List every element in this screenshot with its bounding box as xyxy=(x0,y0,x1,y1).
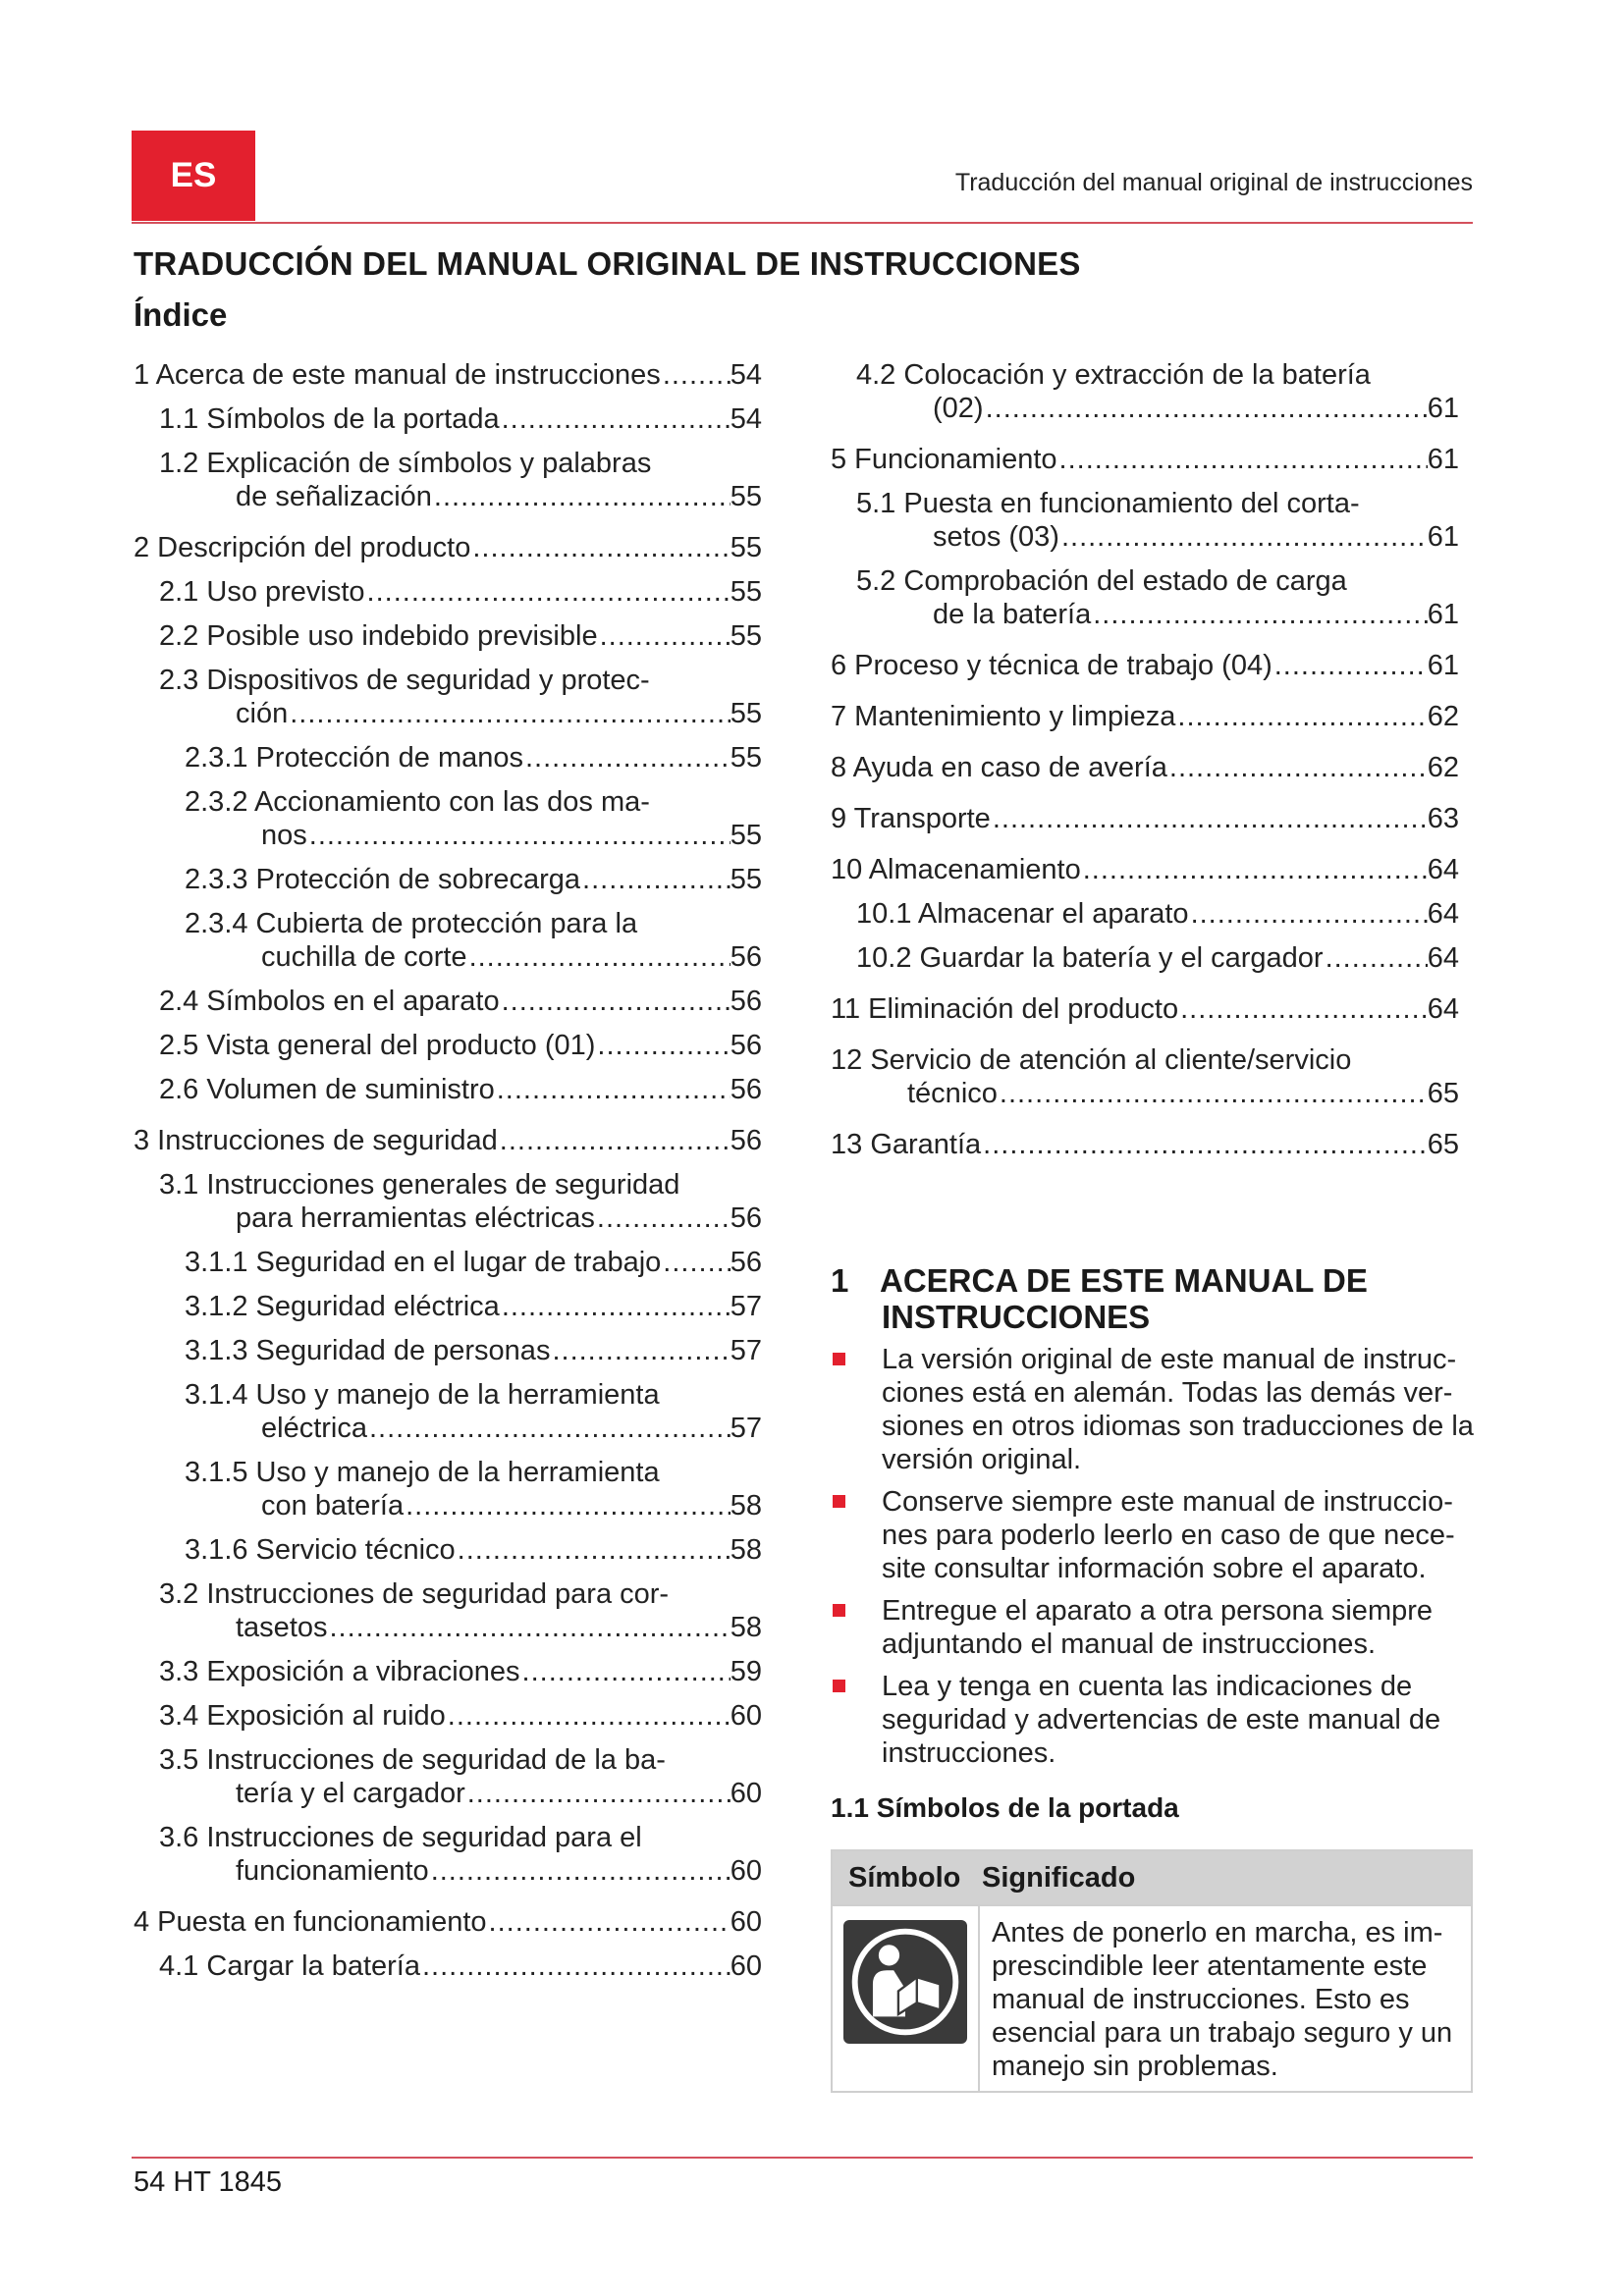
toc-dot-leader xyxy=(456,1533,731,1567)
column-header-symbol: Símbolo xyxy=(848,1861,961,1894)
toc-page-number: 55 xyxy=(730,620,762,652)
toc-dot-leader xyxy=(984,392,1428,425)
toc-page-number: 56 xyxy=(730,941,762,973)
toc-entry-label: setos (03) xyxy=(933,521,1059,553)
toc-entry-label: de señalización xyxy=(236,481,432,512)
toc-entry xyxy=(185,741,762,774)
toc-page-number: 55 xyxy=(730,864,762,895)
toc-entry xyxy=(831,649,1459,682)
toc-entry xyxy=(831,443,1459,476)
toc-page-number: 58 xyxy=(730,1490,762,1522)
toc-dot-leader xyxy=(661,358,731,392)
meaning-cell: Antes de ponerlo en marcha, es im-prescindible leer atentamente este manual de instrucciones. Esto es esencial para un trabajo seguro y un manejo sin problemas. xyxy=(992,1917,1453,2082)
language-tab: ES xyxy=(132,131,255,221)
toc-entry-label: 2.6 Volumen de suministro xyxy=(159,1074,495,1105)
toc-entry-label: 3.3 Exposición a vibraciones xyxy=(159,1656,520,1687)
toc-entry xyxy=(831,751,1459,784)
toc-entry-label: 3 Instrucciones de seguridad xyxy=(134,1125,498,1156)
toc-entry-label: 2.4 Símbolos en el aparato xyxy=(159,986,500,1017)
toc-page-number: 55 xyxy=(730,481,762,512)
document-title: TRADUCCIÓN DEL MANUAL ORIGINAL DE INSTRUCCIONES xyxy=(134,245,1081,282)
toc-page-number: 57 xyxy=(730,1413,762,1444)
toc-page-number: 56 xyxy=(730,1202,762,1234)
toc-entry-label: 2.3.2 Accionamiento con las dos ma- xyxy=(185,786,650,818)
toc-dot-leader xyxy=(487,1905,731,1939)
toc-entry xyxy=(159,1029,762,1062)
toc-entry xyxy=(856,941,1459,975)
toc-entry-label: 3.6 Instrucciones de seguridad para el xyxy=(159,1822,642,1853)
toc-page-number: 60 xyxy=(730,1950,762,1982)
toc-page-number: 54 xyxy=(730,359,762,391)
toc-entry-label: 11 Eliminación del producto xyxy=(831,993,1179,1025)
bullet-text: La versión original de este manual de instruc-ciones está en alemán. Todas las demás ver-siones en otros idiomas son traducciones de la versión original. xyxy=(882,1344,1474,1475)
toc-entry-label: 2.3.1 Protección de manos xyxy=(185,742,523,774)
toc-page-number: 56 xyxy=(730,1247,762,1278)
toc-entry xyxy=(185,907,762,974)
toc-page-number: 61 xyxy=(1427,444,1459,475)
toc-page-number: 56 xyxy=(730,986,762,1017)
toc-page-number: 60 xyxy=(730,1855,762,1887)
toc-dot-leader xyxy=(598,619,731,653)
toc-entry-label: 3.1.1 Seguridad en el lugar de trabajo xyxy=(185,1247,662,1278)
toc-entry xyxy=(831,802,1459,835)
toc-entry xyxy=(134,1124,762,1157)
footer-divider xyxy=(132,2157,1473,2159)
toc-entry-label: 1 Acerca de este manual de instrucciones xyxy=(134,359,661,391)
index-heading: Índice xyxy=(134,296,228,333)
toc-entry xyxy=(831,992,1459,1026)
toc-page-number: 55 xyxy=(730,698,762,729)
toc-entry-continuation xyxy=(933,520,1459,554)
toc-entry xyxy=(159,1743,762,1810)
toc-entry-label: tería y el cargador xyxy=(236,1778,465,1809)
toc-dot-leader xyxy=(1175,700,1427,733)
header-divider xyxy=(132,222,1473,224)
symbol-cell xyxy=(833,1906,980,2091)
toc-entry xyxy=(185,863,762,896)
toc-page-number: 55 xyxy=(730,532,762,563)
toc-entry xyxy=(159,575,762,609)
toc-entry xyxy=(159,664,762,730)
toc-entry-label: de la batería xyxy=(933,599,1092,630)
toc-dot-leader xyxy=(420,1949,731,1983)
toc-entry xyxy=(856,564,1459,631)
toc-entry-continuation xyxy=(933,392,1459,425)
toc-page-number: 55 xyxy=(730,576,762,608)
toc-dot-leader xyxy=(498,1124,731,1157)
toc-entry-continuation xyxy=(933,598,1459,631)
toc-page-number: 61 xyxy=(1427,521,1459,553)
toc-right-column xyxy=(831,358,1459,1161)
toc-entry-continuation xyxy=(261,819,762,852)
section-1-heading xyxy=(831,1262,1479,1335)
toc-entry-continuation xyxy=(236,480,762,513)
toc-dot-leader xyxy=(595,1029,730,1062)
toc-dot-leader xyxy=(495,1073,731,1106)
toc-page-number: 65 xyxy=(1427,1078,1459,1109)
toc-dot-leader xyxy=(404,1489,731,1522)
header-title: Traducción del manual original de instrucciones xyxy=(954,169,1473,196)
list-item xyxy=(831,1594,1479,1661)
toc-page-number: 57 xyxy=(730,1335,762,1366)
toc-entry-label: 3.1.2 Seguridad eléctrica xyxy=(185,1291,500,1322)
toc-dot-leader xyxy=(1057,443,1428,476)
toc-entry xyxy=(185,785,762,852)
list-item xyxy=(831,1485,1479,1585)
toc-entry-label: 5 Funcionamiento xyxy=(831,444,1057,475)
toc-dot-leader xyxy=(467,940,731,974)
toc-entry-label: 10.2 Guardar la batería y el cargador xyxy=(856,942,1324,974)
column-header-meaning: Significado xyxy=(982,1861,1136,1894)
toc-page-number: 64 xyxy=(1427,898,1459,930)
toc-entry-label: eléctrica xyxy=(261,1413,367,1444)
toc-dot-leader xyxy=(1091,598,1428,631)
bullet-square-icon xyxy=(833,1495,845,1508)
toc-page-number: 54 xyxy=(730,403,762,435)
toc-entry-label: 4 Puesta en funcionamiento xyxy=(134,1906,487,1938)
toc-left-column xyxy=(134,358,762,1983)
toc-entry-label: 2.3 Dispositivos de seguridad y protec- xyxy=(159,665,650,696)
toc-entry xyxy=(134,358,762,392)
toc-page-number: 61 xyxy=(1427,599,1459,630)
section-1-title-line1: ACERCA DE ESTE MANUAL DE xyxy=(880,1262,1368,1299)
toc-dot-leader xyxy=(288,697,731,730)
toc-dot-leader xyxy=(432,480,731,513)
toc-page-number: 60 xyxy=(730,1778,762,1809)
toc-entry-label: 2.2 Posible uso indebido previsible xyxy=(159,620,598,652)
table-row xyxy=(833,1904,1471,2091)
list-item xyxy=(831,1343,1479,1476)
toc-entry-label: 3.2 Instrucciones de seguridad para cor- xyxy=(159,1578,670,1610)
toc-entry-label: para herramientas eléctricas xyxy=(236,1202,595,1234)
toc-entry-label: 9 Transporte xyxy=(831,803,991,834)
toc-entry-continuation xyxy=(236,1777,762,1810)
toc-entry xyxy=(159,1949,762,1983)
toc-page-number: 61 xyxy=(1427,650,1459,681)
bullet-square-icon xyxy=(833,1680,845,1692)
toc-dot-leader xyxy=(1178,992,1428,1026)
toc-dot-leader xyxy=(1167,751,1428,784)
toc-dot-leader xyxy=(1272,649,1428,682)
toc-entry xyxy=(159,447,762,513)
toc-entry-label: 2 Descripción del producto xyxy=(134,532,471,563)
toc-dot-leader xyxy=(328,1611,731,1644)
toc-page-number: 57 xyxy=(730,1291,762,1322)
toc-page-number: 58 xyxy=(730,1534,762,1566)
toc-page-number: 56 xyxy=(730,1074,762,1105)
bullet-text: Entregue el aparato a otra persona siempre adjuntando el manual de instrucciones. xyxy=(882,1595,1434,1660)
table-header-row xyxy=(833,1851,1471,1904)
toc-entry xyxy=(831,853,1459,886)
toc-entry-label: 3.4 Exposición al ruido xyxy=(159,1700,446,1732)
section-1-number: 1 xyxy=(831,1262,849,1299)
toc-page-number: 59 xyxy=(730,1656,762,1687)
toc-entry-label: 3.1.4 Uso y manejo de la herramienta xyxy=(185,1379,660,1411)
toc-entry-label: nos xyxy=(261,820,307,851)
toc-dot-leader xyxy=(307,819,731,852)
toc-entry-label: 6 Proceso y técnica de trabajo (04) xyxy=(831,650,1272,681)
toc-dot-leader xyxy=(1059,520,1428,554)
toc-entry-label: 3.1.5 Uso y manejo de la herramienta xyxy=(185,1457,660,1488)
toc-entry-label: ción xyxy=(236,698,289,729)
toc-entry-label: cuchilla de corte xyxy=(261,941,467,973)
toc-entry-continuation xyxy=(236,1611,762,1644)
toc-entry-continuation xyxy=(236,1854,762,1888)
toc-page-number: 61 xyxy=(1427,393,1459,424)
toc-dot-leader xyxy=(550,1334,730,1367)
bullet-square-icon xyxy=(833,1353,845,1365)
toc-entry xyxy=(185,1378,762,1445)
toc-page-number: 58 xyxy=(730,1612,762,1643)
page-footer: 54 HT 1845 xyxy=(134,2166,283,2198)
symbols-table xyxy=(831,1849,1473,2093)
toc-page-number: 60 xyxy=(730,1700,762,1732)
toc-entry-label: 3.1 Instrucciones generales de seguridad xyxy=(159,1169,680,1201)
toc-entry xyxy=(856,897,1459,931)
list-item xyxy=(831,1670,1479,1770)
toc-entry xyxy=(159,1699,762,1733)
toc-entry-label: técnico xyxy=(907,1078,998,1109)
toc-entry-label: 5.1 Puesta en funcionamiento del corta- xyxy=(856,488,1360,519)
toc-dot-leader xyxy=(470,531,730,564)
toc-entry xyxy=(159,1821,762,1888)
toc-entry xyxy=(159,619,762,653)
toc-entry-continuation xyxy=(236,1201,762,1235)
toc-dot-leader xyxy=(981,1128,1428,1161)
toc-entry-label: 7 Mantenimiento y limpieza xyxy=(831,701,1176,732)
toc-entry xyxy=(856,358,1459,425)
toc-entry xyxy=(159,1168,762,1235)
toc-dot-leader xyxy=(1189,897,1428,931)
toc-dot-leader xyxy=(429,1854,731,1888)
toc-dot-leader xyxy=(1081,853,1428,886)
toc-dot-leader xyxy=(580,863,731,896)
toc-entry-label: 10.1 Almacenar el aparato xyxy=(856,898,1189,930)
toc-page-number: 65 xyxy=(1427,1129,1459,1160)
toc-page-number: 62 xyxy=(1427,701,1459,732)
toc-dot-leader xyxy=(661,1246,730,1279)
toc-page-number: 60 xyxy=(730,1906,762,1938)
toc-dot-leader xyxy=(465,1777,731,1810)
toc-entry-label: 2.5 Vista general del producto (01) xyxy=(159,1030,596,1061)
toc-entry-label: 13 Garantía xyxy=(831,1129,982,1160)
toc-page-number: 56 xyxy=(730,1030,762,1061)
toc-dot-leader xyxy=(523,741,731,774)
toc-dot-leader xyxy=(365,575,731,609)
toc-entry-label: (02) xyxy=(933,393,984,424)
toc-entry xyxy=(185,1334,762,1367)
toc-entry-label: 8 Ayuda en caso de avería xyxy=(831,752,1167,783)
toc-entry-continuation xyxy=(236,697,762,730)
toc-entry-label: 1.1 Símbolos de la portada xyxy=(159,403,500,435)
toc-dot-leader xyxy=(367,1412,731,1445)
toc-entry-label: 2.3.4 Cubierta de protección para la xyxy=(185,908,638,939)
toc-dot-leader xyxy=(500,402,731,436)
toc-dot-leader xyxy=(991,802,1428,835)
toc-entry-label: 3.1.6 Servicio técnico xyxy=(185,1534,456,1566)
toc-dot-leader xyxy=(500,1290,731,1323)
toc-entry-label: 4.1 Cargar la batería xyxy=(159,1950,420,1982)
toc-entry xyxy=(159,402,762,436)
toc-entry xyxy=(185,1456,762,1522)
toc-entry xyxy=(185,1290,762,1323)
toc-entry-label: 3.5 Instrucciones de seguridad de la ba- xyxy=(159,1744,666,1776)
toc-entry-continuation xyxy=(261,1489,762,1522)
toc-page-number: 62 xyxy=(1427,752,1459,783)
toc-page-number: 55 xyxy=(730,742,762,774)
toc-entry-continuation xyxy=(261,940,762,974)
toc-entry-continuation xyxy=(261,1412,762,1445)
bullet-square-icon xyxy=(833,1604,845,1617)
toc-entry xyxy=(159,1577,762,1644)
toc-entry xyxy=(831,1128,1459,1161)
toc-entry xyxy=(185,1533,762,1567)
toc-page-number: 64 xyxy=(1427,854,1459,885)
toc-entry xyxy=(159,1073,762,1106)
toc-dot-leader xyxy=(595,1201,731,1235)
section-1-bullet-list xyxy=(831,1343,1479,1779)
toc-entry xyxy=(134,1905,762,1939)
toc-entry-label: tasetos xyxy=(236,1612,328,1643)
toc-page-number: 64 xyxy=(1427,993,1459,1025)
toc-dot-leader xyxy=(446,1699,731,1733)
toc-entry-label: 5.2 Comprobación del estado de carga xyxy=(856,565,1347,597)
toc-entry xyxy=(185,1246,762,1279)
read-manual-icon xyxy=(843,1920,967,2044)
toc-entry-label: 10 Almacenamiento xyxy=(831,854,1081,885)
toc-entry xyxy=(831,1043,1459,1110)
toc-entry-label: 1.2 Explicación de símbolos y palabras xyxy=(159,448,652,479)
subsection-1-1-heading: 1.1 Símbolos de la portada xyxy=(831,1792,1179,1823)
toc-entry-continuation xyxy=(907,1077,1459,1110)
toc-entry xyxy=(159,985,762,1018)
toc-page-number: 64 xyxy=(1427,942,1459,974)
toc-page-number: 55 xyxy=(730,820,762,851)
toc-entry xyxy=(134,531,762,564)
bullet-text: Conserve siempre este manual de instruccio-nes para poderlo leerlo en caso de que nece-site consultar información sobre el aparato. xyxy=(882,1486,1455,1584)
toc-entry-label: 3.1.3 Seguridad de personas xyxy=(185,1335,551,1366)
section-1-title-line2: INSTRUCCIONES xyxy=(882,1299,1151,1335)
toc-entry xyxy=(831,700,1459,733)
toc-entry-label: 2.3.3 Protección de sobrecarga xyxy=(185,864,581,895)
toc-dot-leader xyxy=(500,985,731,1018)
toc-entry-label: 12 Servicio de atención al cliente/servicio xyxy=(831,1044,1352,1076)
toc-dot-leader xyxy=(1324,941,1428,975)
toc-entry-label: 4.2 Colocación y extracción de la batería xyxy=(856,359,1371,391)
toc-page-number: 56 xyxy=(730,1125,762,1156)
toc-dot-leader xyxy=(520,1655,731,1688)
toc-page-number: 63 xyxy=(1427,803,1459,834)
toc-entry-label: funcionamiento xyxy=(236,1855,429,1887)
toc-entry xyxy=(159,1655,762,1688)
toc-dot-leader xyxy=(998,1077,1428,1110)
toc-entry-label: con batería xyxy=(261,1490,405,1522)
toc-entry-label: 2.1 Uso previsto xyxy=(159,576,365,608)
toc-entry xyxy=(856,487,1459,554)
bullet-text: Lea y tenga en cuenta las indicaciones de seguridad y advertencias de este manual de instrucciones. xyxy=(882,1671,1441,1769)
